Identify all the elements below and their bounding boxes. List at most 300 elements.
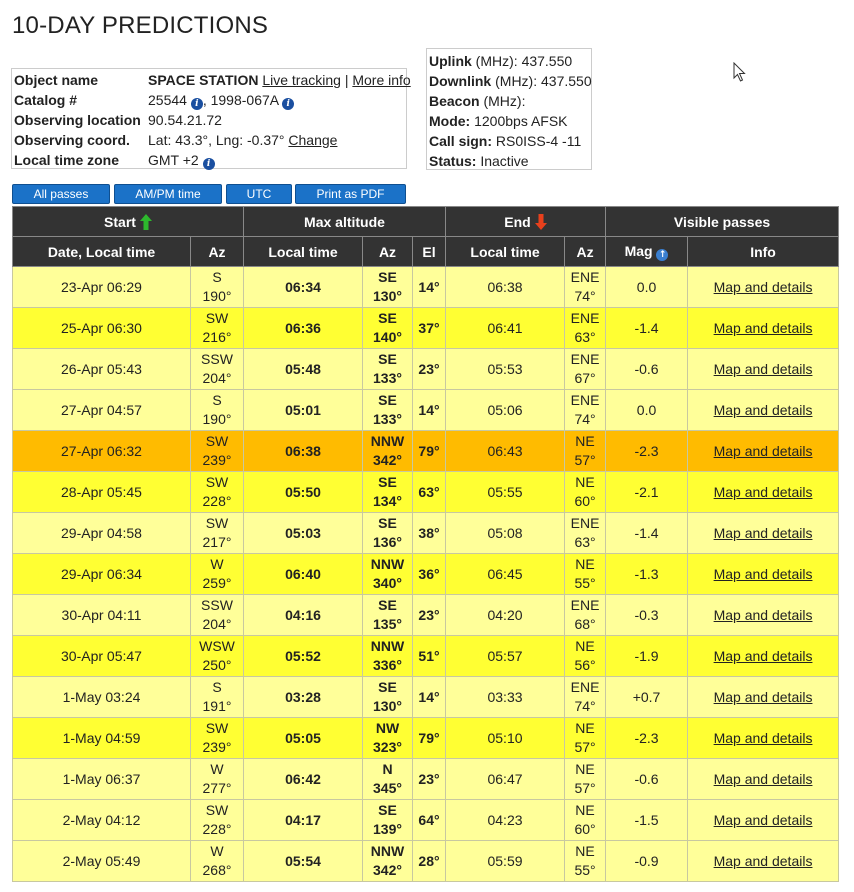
end-time-cell	[446, 800, 565, 841]
location-row	[14, 110, 404, 130]
table-row	[13, 636, 839, 677]
table-row	[13, 554, 839, 595]
start-az-cell	[191, 349, 244, 390]
max-time-cell	[244, 349, 363, 390]
end-az: ENE	[570, 351, 600, 367]
max-az-cell	[363, 513, 413, 554]
live-tracking-link[interactable]: Live tracking	[262, 72, 341, 88]
help-icon[interactable]: ↑	[656, 249, 668, 261]
max-az-deg: 345°	[373, 780, 402, 796]
max-el: 14°	[418, 278, 440, 295]
table-row	[13, 308, 839, 349]
info-cell	[688, 390, 839, 431]
start-az-deg: 191°	[202, 698, 232, 714]
start-az-deg: 239°	[202, 452, 232, 468]
end-az-deg: 63°	[574, 534, 596, 550]
col-end-az: Az	[565, 237, 606, 267]
max-az-cell	[363, 595, 413, 636]
max-time: 05:03	[285, 524, 321, 541]
end-time: 05:08	[487, 524, 523, 541]
max-el: 23°	[418, 606, 440, 623]
end-time: 06:41	[487, 319, 523, 336]
max-el-cell	[413, 595, 446, 636]
end-time-cell	[446, 308, 565, 349]
object-name-row	[14, 70, 411, 90]
mag-cell	[606, 390, 688, 431]
end-az-deg: 68°	[574, 616, 596, 632]
max-time: 06:40	[285, 565, 321, 582]
max-time-cell	[244, 513, 363, 554]
start-az: SW	[205, 515, 229, 531]
max-el-cell	[413, 841, 446, 882]
mag-cell	[606, 677, 688, 718]
start-time-cell	[13, 636, 191, 677]
table-row	[13, 390, 839, 431]
max-el: 36°	[418, 565, 440, 582]
max-time: 06:34	[285, 278, 321, 295]
timezone-value: GMT +2	[148, 152, 199, 168]
status-value: Inactive	[480, 153, 529, 169]
start-az: SW	[205, 310, 229, 326]
info-icon[interactable]: i	[282, 98, 294, 110]
max-altitude-group-header: Max altitude	[244, 207, 446, 237]
max-time-cell	[244, 595, 363, 636]
end-time-cell	[446, 267, 565, 308]
magnitude: -2.3	[634, 442, 659, 459]
coord-row	[14, 130, 404, 150]
uplink-label: Uplink	[429, 53, 472, 69]
catalog-label: Catalog #	[14, 92, 78, 108]
max-el: 63°	[418, 483, 440, 500]
status-label: Status:	[429, 153, 477, 169]
max-time-cell	[244, 677, 363, 718]
map-details-link[interactable]: Map and details	[713, 278, 813, 295]
info-cell	[688, 349, 839, 390]
mag-cell	[606, 431, 688, 472]
start-time-cell	[13, 472, 191, 513]
end-az: NE	[575, 638, 595, 654]
downlink-row	[429, 71, 592, 91]
max-el-cell	[413, 759, 446, 800]
end-time-cell	[446, 677, 565, 718]
end-time: 05:59	[487, 852, 523, 869]
info-cell	[688, 513, 839, 554]
start-az-deg: 217°	[202, 534, 232, 550]
magnitude: +0.7	[632, 688, 661, 705]
info-cell	[688, 636, 839, 677]
end-time: 06:45	[487, 565, 523, 582]
start-time-cell	[13, 554, 191, 595]
max-time-cell	[244, 718, 363, 759]
beacon-unit: (MHz):	[483, 93, 526, 109]
mode-row	[429, 111, 589, 131]
table-row	[13, 677, 839, 718]
info-cell	[688, 554, 839, 595]
map-details-link[interactable]: Map and details	[713, 770, 813, 787]
print-pdf-button[interactable]: Print as PDF	[295, 184, 406, 204]
end-time-cell	[446, 636, 565, 677]
end-az-deg: 63°	[574, 329, 596, 345]
green-up-arrow-icon	[140, 214, 152, 230]
start-az-deg: 228°	[202, 821, 232, 837]
magnitude: -0.3	[634, 606, 659, 623]
start-az-cell	[191, 390, 244, 431]
end-az-cell	[565, 472, 606, 513]
max-az: NNW	[370, 843, 405, 859]
max-el: 79°	[418, 442, 440, 459]
end-az-deg: 60°	[574, 821, 596, 837]
catalog-row	[14, 90, 404, 110]
max-el: 79°	[418, 729, 440, 746]
start-time: 28-Apr 05:45	[61, 483, 142, 500]
info-cell	[688, 677, 839, 718]
end-time: 05:10	[487, 729, 523, 746]
mag-cell	[606, 759, 688, 800]
magnitude: -1.4	[634, 319, 659, 336]
max-az-deg: 133°	[373, 411, 402, 427]
max-el-cell	[413, 431, 446, 472]
start-az: WSW	[199, 638, 235, 654]
max-az-deg: 340°	[373, 575, 402, 591]
end-az: ENE	[570, 392, 600, 408]
max-time: 06:38	[285, 442, 321, 459]
start-time: 27-Apr 06:32	[61, 442, 142, 459]
end-az-cell	[565, 513, 606, 554]
downlink-label: Downlink	[429, 73, 492, 89]
magnitude: 0.0	[636, 278, 657, 295]
max-az: NW	[375, 720, 400, 736]
max-az-deg: 140°	[373, 329, 402, 345]
start-az: S	[212, 392, 222, 408]
max-az-deg: 323°	[373, 739, 402, 755]
start-az: SW	[205, 433, 229, 449]
start-time: 29-Apr 06:34	[61, 565, 142, 582]
timezone-label: Local time zone	[14, 152, 120, 168]
end-az-cell	[565, 718, 606, 759]
start-az-cell	[191, 513, 244, 554]
end-time: 04:20	[487, 606, 523, 623]
start-az: W	[210, 843, 224, 859]
max-time: 06:36	[285, 319, 321, 336]
end-az-deg: 55°	[574, 575, 596, 591]
visible-passes-group-header: Visible passes	[606, 207, 839, 237]
object-name-value: SPACE STATION	[148, 72, 259, 88]
max-az-cell	[363, 636, 413, 677]
max-el-cell	[413, 800, 446, 841]
downlink-value: 437.550	[541, 73, 592, 89]
max-el-cell	[413, 677, 446, 718]
end-az-deg: 74°	[574, 698, 596, 714]
end-az-cell	[565, 595, 606, 636]
map-details-link[interactable]: Map and details	[713, 606, 813, 623]
mag-cell	[606, 308, 688, 349]
end-time-cell	[446, 759, 565, 800]
col-max-az: Az	[363, 237, 413, 267]
start-az: SW	[205, 474, 229, 490]
start-time: 30-Apr 04:11	[61, 606, 142, 623]
end-group-header[interactable]	[446, 207, 606, 237]
uplink-row	[429, 51, 589, 71]
start-group-header[interactable]	[13, 207, 244, 237]
start-time: 1-May 03:24	[62, 688, 141, 705]
mag-cell	[606, 841, 688, 882]
uplink-unit: (MHz):	[475, 53, 518, 69]
start-az-deg: 277°	[202, 780, 232, 796]
start-header-label: Start	[104, 213, 136, 230]
max-az: SE	[378, 515, 397, 531]
mag-cell	[606, 595, 688, 636]
col-mag	[606, 237, 688, 267]
predictions-body	[13, 267, 839, 882]
start-time: 1-May 04:59	[62, 729, 141, 746]
mag-cell	[606, 513, 688, 554]
all-passes-button[interactable]: All passes	[12, 184, 110, 204]
info-cell	[688, 718, 839, 759]
max-el-cell	[413, 554, 446, 595]
mag-cell	[606, 554, 688, 595]
col-max-el: El	[413, 237, 446, 267]
end-time: 06:47	[487, 770, 523, 787]
max-time-cell	[244, 759, 363, 800]
more-info-link[interactable]: More info	[352, 72, 411, 88]
end-time-cell	[446, 349, 565, 390]
max-az: SE	[378, 351, 397, 367]
max-time-cell	[244, 267, 363, 308]
max-el: 23°	[418, 360, 440, 377]
mode-value: 1200bps AFSK	[474, 113, 568, 129]
link-separator: |	[344, 72, 349, 88]
max-az-deg: 136°	[373, 534, 402, 550]
max-az-cell	[363, 554, 413, 595]
start-az: SW	[205, 720, 229, 736]
max-el-cell	[413, 636, 446, 677]
catalog-value: 25544	[148, 92, 187, 108]
mode-label: Mode:	[429, 113, 471, 129]
max-az-cell	[363, 349, 413, 390]
end-az-cell	[565, 267, 606, 308]
end-az-cell	[565, 308, 606, 349]
info-cell	[688, 759, 839, 800]
end-time: 05:53	[487, 360, 523, 377]
max-time: 06:42	[285, 770, 321, 787]
end-az-deg: 56°	[574, 657, 596, 673]
max-time: 05:05	[285, 729, 321, 746]
map-details-link[interactable]: Map and details	[713, 811, 813, 828]
page-title: 10-DAY PREDICTIONS	[12, 12, 269, 39]
max-el: 14°	[418, 688, 440, 705]
object-info-box	[11, 68, 411, 169]
timezone-row	[14, 150, 404, 170]
group-header-row	[13, 207, 839, 237]
max-az-deg: 342°	[373, 452, 402, 468]
max-az: NNW	[370, 556, 405, 572]
max-el-cell	[413, 472, 446, 513]
max-time: 05:01	[285, 401, 321, 418]
end-header-label: End	[504, 213, 531, 230]
end-az-cell	[565, 677, 606, 718]
end-az-cell	[565, 349, 606, 390]
end-az-cell	[565, 841, 606, 882]
end-time: 05:57	[487, 647, 523, 664]
map-details-link[interactable]: Map and details	[713, 524, 813, 541]
magnitude: -1.3	[634, 565, 659, 582]
start-az-cell	[191, 431, 244, 472]
max-time: 05:50	[285, 483, 321, 500]
start-time-cell	[13, 759, 191, 800]
end-time-cell	[446, 513, 565, 554]
max-az-deg: 134°	[373, 493, 402, 509]
end-time: 04:23	[487, 811, 523, 828]
max-az-cell	[363, 390, 413, 431]
ampm-time-button[interactable]: AM/PM time	[114, 184, 222, 204]
mouse-cursor-icon	[733, 62, 747, 82]
max-time: 05:54	[285, 852, 321, 869]
start-time: 1-May 06:37	[62, 770, 141, 787]
start-az-deg: 268°	[202, 862, 232, 878]
info-cell	[688, 431, 839, 472]
max-az-cell	[363, 308, 413, 349]
start-az-deg: 228°	[202, 493, 232, 509]
max-az: SE	[378, 269, 397, 285]
start-az-deg: 250°	[202, 657, 232, 673]
max-time: 05:52	[285, 647, 321, 664]
end-time-cell	[446, 472, 565, 513]
max-az: SE	[378, 392, 397, 408]
info-cell	[688, 800, 839, 841]
end-time: 06:38	[487, 278, 523, 295]
map-details-link[interactable]: Map and details	[713, 442, 813, 459]
status-row	[429, 151, 589, 171]
max-az: SE	[378, 474, 397, 490]
map-details-link[interactable]: Map and details	[713, 852, 813, 869]
start-az-cell	[191, 718, 244, 759]
end-az: NE	[575, 843, 595, 859]
uplink-value: 437.550	[521, 53, 573, 69]
max-time: 05:48	[285, 360, 321, 377]
callsign-row	[429, 131, 589, 151]
max-el: 38°	[418, 524, 440, 541]
mag-cell	[606, 267, 688, 308]
max-az-deg: 130°	[373, 698, 402, 714]
start-az: S	[212, 269, 222, 285]
intl-designator: , 1998-067A	[202, 92, 279, 108]
max-el-cell	[413, 718, 446, 759]
end-time: 05:06	[487, 401, 523, 418]
max-az-deg: 133°	[373, 370, 402, 386]
start-time-cell	[13, 718, 191, 759]
end-az-cell	[565, 800, 606, 841]
end-az: ENE	[570, 310, 600, 326]
start-time: 29-Apr 04:58	[61, 524, 142, 541]
map-details-link[interactable]: Map and details	[713, 401, 813, 418]
map-details-link[interactable]: Map and details	[713, 319, 813, 336]
info-icon[interactable]: i	[203, 158, 215, 170]
end-az-deg: 74°	[574, 288, 596, 304]
table-row	[13, 513, 839, 554]
info-cell	[688, 472, 839, 513]
end-time: 03:33	[487, 688, 523, 705]
map-details-link[interactable]: Map and details	[713, 483, 813, 500]
max-az-deg: 342°	[373, 862, 402, 878]
end-az-deg: 67°	[574, 370, 596, 386]
end-az-cell	[565, 759, 606, 800]
start-time-cell	[13, 800, 191, 841]
start-az-cell	[191, 267, 244, 308]
info-icon[interactable]: i	[191, 98, 203, 110]
start-az-cell	[191, 554, 244, 595]
map-details-link[interactable]: Map and details	[713, 565, 813, 582]
max-az-deg: 139°	[373, 821, 402, 837]
max-time-cell	[244, 636, 363, 677]
map-details-link[interactable]: Map and details	[713, 647, 813, 664]
col-start-time: Date, Local time	[13, 237, 191, 267]
end-az: NE	[575, 556, 595, 572]
table-row	[13, 841, 839, 882]
info-cell	[688, 841, 839, 882]
col-max-time: Local time	[244, 237, 363, 267]
max-time-cell	[244, 800, 363, 841]
table-row	[13, 800, 839, 841]
info-cell	[688, 308, 839, 349]
magnitude: 0.0	[636, 401, 657, 418]
start-az-deg: 204°	[202, 370, 232, 386]
start-time-cell	[13, 431, 191, 472]
start-az-deg: 239°	[202, 739, 232, 755]
map-details-link[interactable]: Map and details	[713, 729, 813, 746]
end-az-deg: 57°	[574, 739, 596, 755]
magnitude: -0.6	[634, 770, 659, 787]
max-az: N	[382, 761, 393, 777]
start-time-cell	[13, 308, 191, 349]
table-row	[13, 595, 839, 636]
table-row	[13, 759, 839, 800]
start-time: 27-Apr 04:57	[61, 401, 142, 418]
beacon-label: Beacon	[429, 93, 480, 109]
start-az-cell	[191, 636, 244, 677]
max-el-cell	[413, 267, 446, 308]
mag-cell	[606, 349, 688, 390]
max-az-cell	[363, 677, 413, 718]
mag-cell	[606, 718, 688, 759]
col-mag-label: Mag	[624, 242, 653, 259]
max-time-cell	[244, 390, 363, 431]
map-details-link[interactable]: Map and details	[713, 688, 813, 705]
end-az-deg: 74°	[574, 411, 596, 427]
start-time: 23-Apr 06:29	[61, 278, 142, 295]
start-time: 2-May 05:49	[62, 852, 141, 869]
start-az-cell	[191, 759, 244, 800]
max-az: NNW	[370, 433, 405, 449]
downlink-unit: (MHz):	[495, 73, 538, 89]
end-az: NE	[575, 720, 595, 736]
end-az: ENE	[570, 269, 600, 285]
end-time-cell	[446, 554, 565, 595]
start-az-cell	[191, 841, 244, 882]
end-az: ENE	[570, 679, 600, 695]
col-start-az: Az	[191, 237, 244, 267]
max-az-deg: 130°	[373, 288, 402, 304]
start-az: SSW	[201, 351, 233, 367]
end-az-deg: 60°	[574, 493, 596, 509]
magnitude: -0.6	[634, 360, 659, 377]
utc-button[interactable]: UTC	[226, 184, 292, 204]
red-down-arrow-icon	[535, 214, 547, 230]
start-az-cell	[191, 472, 244, 513]
max-el: 37°	[418, 319, 440, 336]
map-details-link[interactable]: Map and details	[713, 360, 813, 377]
change-location-link[interactable]: Change	[288, 132, 338, 148]
table-row	[13, 718, 839, 759]
